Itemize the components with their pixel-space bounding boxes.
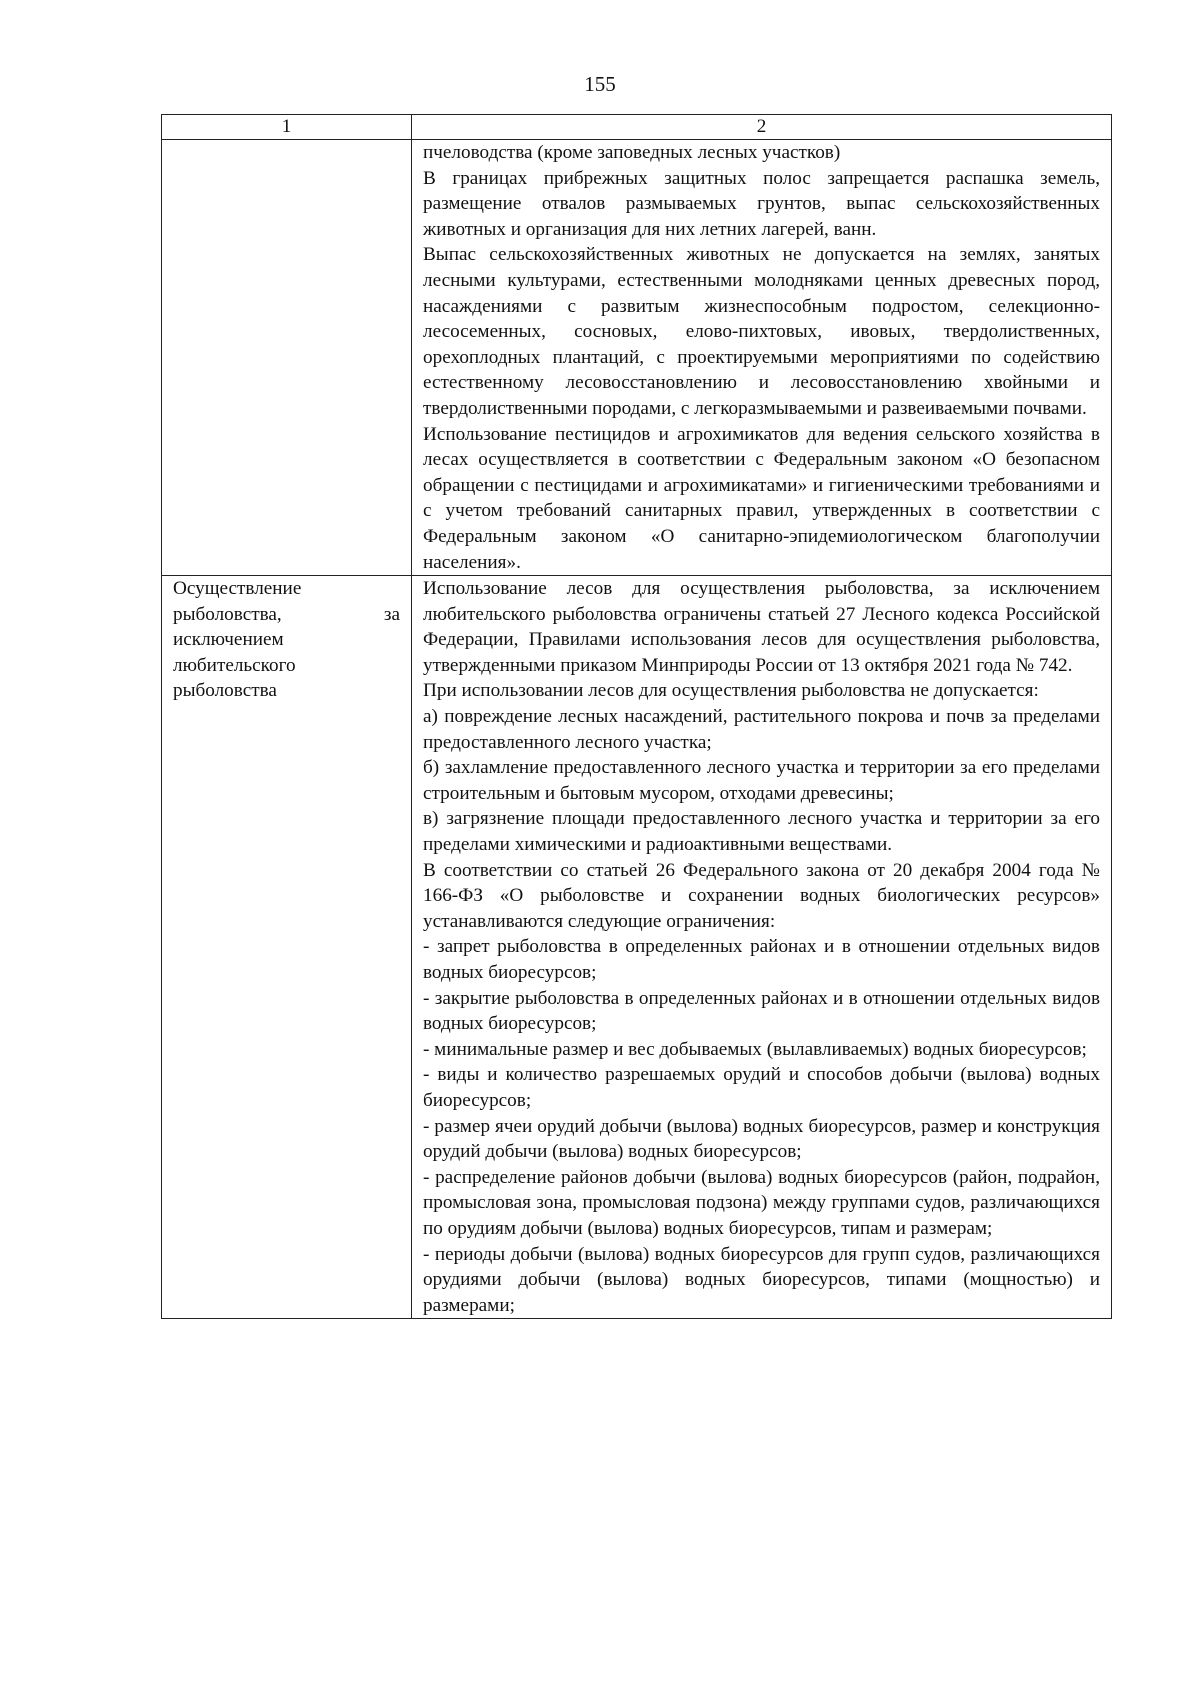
restriction-list-item: - распределение районов добычи (вылова) водных биоресурсов (район, подрайон, промысловая зона, промысловая подзона) между группами судов, различающихся по орудиям добычи (вылова) водных биоресурсов, типам и размерам; <box>423 1166 1100 1239</box>
column-header-2: 2 <box>412 115 1112 140</box>
restriction-list-item: - запрет рыболовства в определенных районах и в отношении отдельных видов водных биоресурсов; <box>423 936 1100 983</box>
restriction-paragraph: При использовании лесов для осуществления рыболовства не допускается: <box>423 680 1039 702</box>
restriction-list-item: - размер ячеи орудий добычи (вылова) водных биоресурсов, размер и конструкция орудий добычи (вылова) водных биоресурсов; <box>423 1115 1100 1163</box>
restriction-list-item: - закрытие рыболовства в определенных районах и в отношении отдельных видов водных биоресурсов; <box>423 987 1100 1035</box>
page-number: 155 <box>584 72 616 96</box>
restriction-paragraph: в) загрязнение площади предоставленного лесного участка и территории за его пределами химическими и радиоактивными веществами. <box>423 808 1100 856</box>
table-row <box>162 576 1112 1319</box>
restriction-paragraph: Использование пестицидов и агрохимикатов для ведения сельского хозяйства в лесах осуществляется в соответствии с Федеральным законом «О безопасном обращении с пестицидами и агрохимикатами» и гигиеническими требованиями и с учетом требований санитарных правил, утвержденных в соответствии с Федеральным законом «О санитарно-эпидемиологическом благополучии населения». <box>423 423 1100 573</box>
restriction-list-item: - виды и количество разрешаемых орудий и способов добычи (вылова) водных биоресурсов; <box>423 1064 1100 1111</box>
restrictions-cell <box>412 576 1112 1319</box>
regulation-table <box>161 114 1112 1319</box>
activity-name: Осуществление рыболовства, за исключением любительского рыболовства <box>173 578 400 702</box>
restriction-list-item: - периоды добычи (вылова) водных биоресурсов для групп судов, различающихся орудиями добычи (вылова) водных биоресурсов, типами (мощностью) и размерами; <box>423 1243 1100 1316</box>
restriction-paragraph: В соответствии со статьей 26 Федерального закона от 20 декабря 2004 года № 166-ФЗ «О рыболовстве и сохранении водных биологических ресурсов» устанавливаются следующие ограничения: <box>423 859 1100 932</box>
table-header-row <box>162 115 1112 140</box>
restrictions-cell <box>412 140 1112 576</box>
restriction-paragraph: б) захламление предоставленного лесного участка и территории за его пределами строительным и бытовым мусором, отходами древесины; <box>423 757 1100 804</box>
activity-cell <box>162 576 412 1319</box>
restriction-paragraph: Использование лесов для осуществления рыболовства, за исключением любительского рыболовства ограничены статьей 27 Лесного кодекса Российской Федерации, Правилами использования лесов для осуществления рыболовства, утвержденными приказом Минприроды России от 13 октября 2021 года № 742. <box>423 578 1100 676</box>
table-row <box>162 140 1112 576</box>
activity-cell <box>162 140 412 576</box>
restriction-paragraph: пчеловодства (кроме заповедных лесных участков) <box>423 142 841 163</box>
restriction-paragraph: Выпас сельскохозяйственных животных не допускается на землях, занятых лесными культурами, естественными молодняками ценных древесных пород, насаждениями с развитым жизнеспособным подростом, селекционно-лесосеменных, сосновых, елово-пихтовых, ивовых, твердолиственных, орехоплодных плантаций, с проектируемыми мероприятиями по содействию естественному лесовосстановлению и лесовосстановлению хвойными и твердолиственными породами, с легкоразмываемыми и развеиваемыми почвами. <box>423 244 1100 419</box>
column-header-1: 1 <box>162 115 412 140</box>
restriction-list-item: - минимальные размер и вес добываемых (вылавливаемых) водных биоресурсов; <box>423 1038 1087 1060</box>
restriction-paragraph: В границах прибрежных защитных полос запрещается распашка земель, размещение отвалов размываемых грунтов, выпас сельскохозяйственных животных и организация для них летних лагерей, ванн. <box>423 167 1100 240</box>
restriction-paragraph: а) повреждение лесных насаждений, растительного покрова и почв за пределами предоставленного лесного участка; <box>423 706 1100 753</box>
